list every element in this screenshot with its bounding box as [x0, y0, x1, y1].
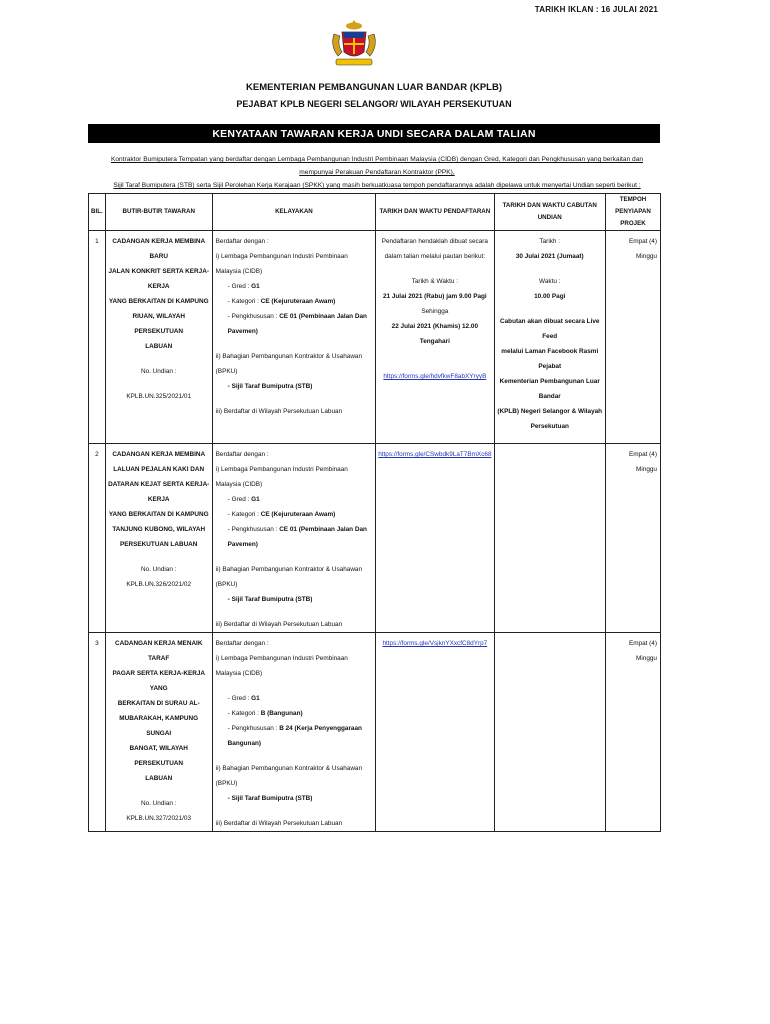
no-undian-label: No. Undian : — [140, 566, 177, 573]
no-undian-value: KPLB.UN.325/2021/01 — [126, 393, 192, 400]
intro-line-2: Sijil Taraf Bumiputera (STB) serta Sijil Perolehan Kerja Kerajaan (SPKK) yang masih berkuatkuasa tempoh pendaftarannya adalah dipelawa untuk menyertai Undian seperti berikut : — [113, 182, 641, 189]
wilayah-line: iii) Berdaftar di Wilayah Persekutuan Labuan — [215, 820, 343, 827]
header-cabutan: TARIKH DAN WAKTU CABUTAN UNDIAN — [494, 194, 606, 231]
pengkhususan-line: - Pengkhususan : CE 01 (Pembinaan Jalan Dan Pavemen) — [227, 526, 367, 548]
bpku-line: ii) Bahagian Pembangunan Kontraktor & Usahawan (BPKU) — [215, 765, 363, 787]
cabutan-cell: Tarikh : 30 Julai 2021 (Jumaat) Waktu : 10.00 Pagi Cabutan akan dibuat secara Live Feed melalui Laman Facebook Rasmi Pejabat Kementerian Pembangunan Luar Bandar (KPLB) Negeri Selangor & Wilayah Persekutuan — [494, 231, 606, 444]
pengkhususan-line: - Pengkhususan : CE 01 (Pembinaan Jalan Dan Pavemen) — [227, 313, 367, 335]
cidb-line: i) Lembaga Pembangunan Industri Pembinaan Malaysia (CIDB) — [215, 655, 348, 677]
stb-line: - Sijil Taraf Bumiputra (STB) — [227, 596, 313, 603]
cabutan-cell — [494, 444, 606, 633]
registration-link[interactable]: https://forms.gle/CSwbdk9LaT7BmXc68 — [378, 451, 492, 458]
berdaftar-label: Berdaftar dengan : — [215, 238, 269, 245]
pendaftaran-cell — [376, 444, 494, 633]
cabutan-cell — [494, 633, 606, 832]
kelayakan-cell — [212, 633, 376, 832]
gred-line: - Gred : G1 — [227, 496, 260, 503]
kategori-line: - Kategori : CE (Kejuruteraan Awam) — [227, 511, 336, 518]
kategori-line: - Kategori : CE (Kejuruteraan Awam) — [227, 298, 336, 305]
no-undian-label: No. Undian : — [140, 800, 177, 807]
wilayah-line: iii) Berdaftar di Wilayah Persekutuan Labuan — [215, 408, 343, 415]
table-row — [89, 444, 661, 633]
no-undian-value: KPLB.UN.326/2021/02 — [126, 581, 192, 588]
registration-link[interactable]: https://forms.gle/VsjknYXxcfC8dYrp7 — [382, 640, 488, 647]
wilayah-line: iii) Berdaftar di Wilayah Persekutuan Labuan — [215, 621, 343, 628]
item-cell — [105, 633, 212, 832]
header-tempoh: TEMPOH PENYIAPAN PROJEK — [606, 194, 661, 231]
berdaftar-label: Berdaftar dengan : — [215, 640, 269, 647]
no-undian-value: KPLB.UN.327/2021/03 — [126, 815, 192, 822]
item-cell — [105, 444, 212, 633]
table-row — [89, 231, 661, 444]
tempoh-cell: Empat (4) Minggu — [606, 633, 661, 832]
row-number: 3 — [89, 633, 106, 832]
stb-line: - Sijil Taraf Bumiputra (STB) — [227, 795, 313, 802]
pengkhususan-line: - Pengkhususan : B 24 (Kerja Penyenggaraan Bangunan) — [227, 725, 362, 747]
stb-line: - Sijil Taraf Bumiputra (STB) — [227, 383, 313, 390]
header-pendaftaran: TARIKH DAN WAKTU PENDAFTARAN — [376, 194, 494, 231]
pendaftaran-cell — [376, 633, 494, 832]
berdaftar-label: Berdaftar dengan : — [215, 451, 269, 458]
tender-table — [88, 193, 661, 832]
row-number: 1 — [89, 231, 106, 444]
bpku-line: ii) Bahagian Pembangunan Kontraktor & Usahawan (BPKU) — [215, 353, 363, 375]
ministry-name: KEMENTERIAN PEMBANGUNAN LUAR BANDAR (KPLB) — [246, 82, 502, 93]
bpku-line: ii) Bahagian Pembangunan Kontraktor & Usahawan (BPKU) — [215, 566, 363, 588]
cidb-line: i) Lembaga Pembangunan Industri Pembinaan Malaysia (CIDB) — [215, 253, 348, 275]
kelayakan-cell — [212, 231, 376, 444]
no-undian-label: No. Undian : — [140, 368, 177, 375]
coat-of-arms-icon — [328, 20, 380, 68]
pendaftaran-cell: Pendaftaran hendaklah dibuat secara dalam talian melalui pautan berikut: Tarikh & Waktu : 21 Julai 2021 (Rabu) jam 9.00 Pagi Sehingga 22 Julai 2021 (Khamis) 12.00 Tengahari https://forms.gle/hdvfkwF8abXYryyB — [376, 231, 494, 444]
header-bil: BIL. — [89, 194, 106, 231]
item-title: CADANGAN KERJA MEMBINA BARU JALAN KONKRIT SERTA KERJA-KERJA YANG BERKAITAN DI KAMPUNG RIUAN, WILAYAH PERSEKUTUAN LABUAN — [108, 238, 209, 350]
advert-date: TARIKH IKLAN : 16 JULAI 2021 — [534, 5, 658, 14]
notice-title-banner: KENYATAAN TAWARAN KERJA UNDI SECARA DALAM TALIAN — [88, 124, 660, 143]
header-items: BUTIR-BUTIR TAWARAN — [105, 194, 212, 231]
cidb-line: i) Lembaga Pembangunan Industri Pembinaan Malaysia (CIDB) — [215, 466, 348, 488]
tempoh-cell: Empat (4) Minggu — [606, 231, 661, 444]
kelayakan-cell — [212, 444, 376, 633]
kategori-line: - Kategori : B (Bangunan) — [227, 710, 303, 717]
item-cell — [105, 231, 212, 444]
tempoh-cell: Empat (4) Minggu — [606, 444, 661, 633]
gred-line: - Gred : G1 — [227, 695, 260, 702]
table-header-row — [89, 194, 661, 231]
item-title: CADANGAN KERJA MENAIK TARAF PAGAR SERTA KERJA-KERJA YANG BERKAITAN DI SURAU AL- MUBARAKAH, KAMPUNG SUNGAI BANGAT, WILAYAH PERSEKUTUAN LABUAN — [112, 640, 205, 782]
gred-line: - Gred : G1 — [227, 283, 260, 290]
table-row — [89, 633, 661, 832]
item-title: CADANGAN KERJA MEMBINA LALUAN PEJALAN KAKI DAN DATARAN KEJAT SERTA KERJA-KERJA YANG BERKAITAN DI KAMPUNG TANJUNG KUBONG, WILAYAH PERSEKUTUAN LABUAN — [108, 451, 210, 548]
row-number: 2 — [89, 444, 106, 633]
registration-link[interactable]: https://forms.gle/hdvfkwF8abXYryyB — [383, 373, 487, 380]
intro-line-1: Kontraktor Bumiputera Tempatan yang berdaftar dengan Lembaga Pembangunan Industri Pembinaan Malaysia (CIDB) dengan Gred, Kategori dan Pengkhususan yang berkaitan dan mempunyai Perakuan Pendaftaran Kontraktor (PPK), — [110, 156, 644, 176]
intro-paragraph — [94, 153, 660, 192]
header-kelayakan: KELAYAKAN — [212, 194, 376, 231]
office-name: PEJABAT KPLB NEGERI SELANGOR/ WILAYAH PERSEKUTUAN — [236, 99, 512, 109]
